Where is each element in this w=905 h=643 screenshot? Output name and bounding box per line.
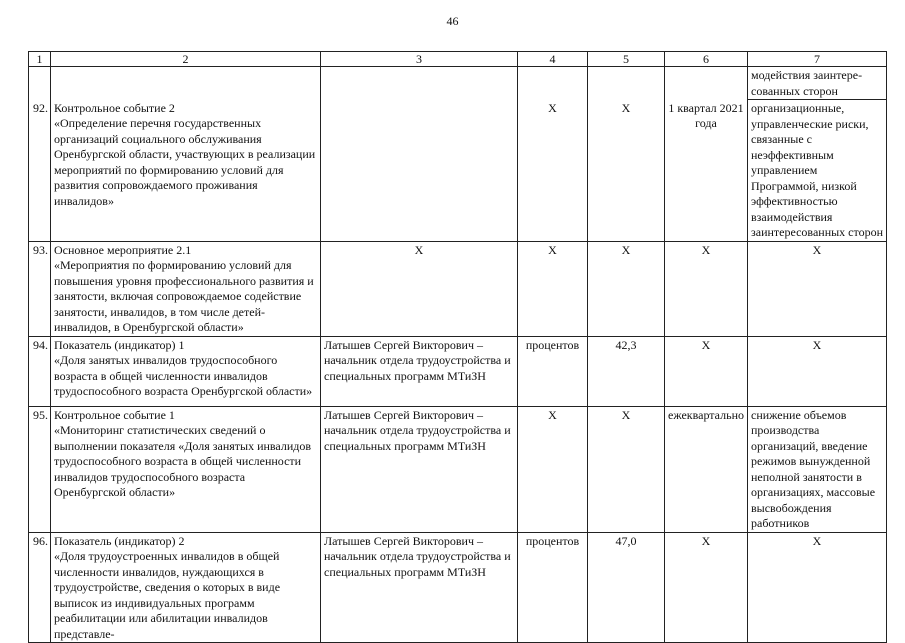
page-number: 46 — [446, 14, 459, 28]
cell-unit: процентов — [518, 532, 588, 643]
cell-unit: X — [518, 241, 588, 336]
event-description: «Определение перечня государственных организаций социального обслуживания Оренбургской области, участвующих в реализации мероприятий по формированию условий для развития сопровождаемого проживания инвалидов» — [54, 116, 316, 208]
activity-title: Основное мероприятие 2.1 — [54, 242, 192, 257]
event-title: Контрольное событие 1 — [54, 407, 175, 422]
cell-term: X — [665, 241, 748, 336]
cell-term: X — [665, 532, 748, 643]
cell-term: 1 квартал 2021 года — [665, 100, 748, 242]
cell-unit: X — [518, 100, 588, 242]
row-number: 92. — [29, 100, 51, 242]
cell-term: ежеквартально — [665, 406, 748, 532]
indicator-title: Показатель (индикатор) 1 — [54, 337, 185, 352]
plan-table — [28, 51, 887, 643]
event-title: Контрольное событие 2 — [54, 100, 175, 115]
col-header-2: 2 — [51, 52, 321, 67]
cell-value: 42,3 — [588, 336, 665, 406]
cell-value: X — [588, 241, 665, 336]
row-number: 96. — [29, 532, 51, 643]
cell-name — [51, 336, 321, 406]
cell-risks: X — [748, 532, 887, 643]
cell-num — [29, 67, 51, 100]
cell-value — [588, 67, 665, 100]
cell-name — [51, 406, 321, 532]
cell-value: X — [588, 100, 665, 242]
cell-responsible: Латышев Сергей Викторович – начальник отдела трудоустройства и специальных программ МТиЗН — [321, 532, 518, 643]
cell-risks: X — [748, 241, 887, 336]
indicator-description: «Доля занятых инвалидов трудоспособного возраста в общей численности инвалидов трудоспособного возраста Оренбургской области» — [54, 353, 313, 398]
col-header-6: 6 — [665, 52, 748, 67]
cell-responsible — [321, 67, 518, 242]
table-row — [29, 532, 887, 643]
activity-description: «Мероприятия по формированию условий для повышения уровня профессионального развития и занятости, включая сопровождаемое содействие занятости, инвалидов, в том числе детей-инвалидов, в Оренбургской области» — [54, 258, 314, 334]
table-row — [29, 406, 887, 532]
table-row-continuation — [29, 67, 887, 100]
cell-responsible: Латышев Сергей Викторович – начальник отдела трудоустройства и специальных программ МТиЗН — [321, 406, 518, 532]
cell-term — [665, 67, 748, 100]
cell-name — [51, 241, 321, 336]
cell-unit: процентов — [518, 336, 588, 406]
row-number: 95. — [29, 406, 51, 532]
cell-unit — [518, 67, 588, 100]
cell-value: X — [588, 406, 665, 532]
col-header-5: 5 — [588, 52, 665, 67]
row-number: 94. — [29, 336, 51, 406]
event-description: «Мониторинг статистических сведений о выполнении показателя «Доля занятых инвалидов трудоспособного возраста в общей численности инвалидов трудоспособного возраста Оренбургской области» — [54, 423, 312, 499]
cell-name — [51, 100, 321, 242]
cell-term: X — [665, 336, 748, 406]
indicator-title: Показатель (индикатор) 2 — [54, 533, 185, 548]
col-header-4: 4 — [518, 52, 588, 67]
cell-responsible: X — [321, 241, 518, 336]
cell-unit: X — [518, 406, 588, 532]
cell-responsible: Латышев Сергей Викторович – начальник отдела трудоустройства и специальных программ МТиЗН — [321, 336, 518, 406]
indicator-description: «Доля трудоустроенных инвалидов в общей численности инвалидов, нуждающихся в трудоустройстве, сведения о которых в виде выписок из индивидуальных программ реабилитации или абилитации инвалидов представле- — [54, 549, 281, 641]
cell-risks: организационные, управленческие риски, связанные с неэффективным управлением Программой, низкой эффективностью взаимодействия заинтересованных сторон — [748, 100, 887, 242]
col-header-7: 7 — [748, 52, 887, 67]
col-header-3: 3 — [321, 52, 518, 67]
table-row — [29, 241, 887, 336]
cell-name — [51, 67, 321, 100]
cell-risks: X — [748, 336, 887, 406]
cell-value: 47,0 — [588, 532, 665, 643]
row-number: 93. — [29, 241, 51, 336]
table-row — [29, 336, 887, 406]
col-header-1: 1 — [29, 52, 51, 67]
cell-name — [51, 532, 321, 643]
cell-risks: модействия заинтере-сованных сторон — [748, 67, 887, 100]
column-numbers-row — [29, 52, 887, 67]
cell-risks: снижение объемов производства организаций, введение режимов вынужденной неполной занятости в организациях, массовые высвобождения работников — [748, 406, 887, 532]
